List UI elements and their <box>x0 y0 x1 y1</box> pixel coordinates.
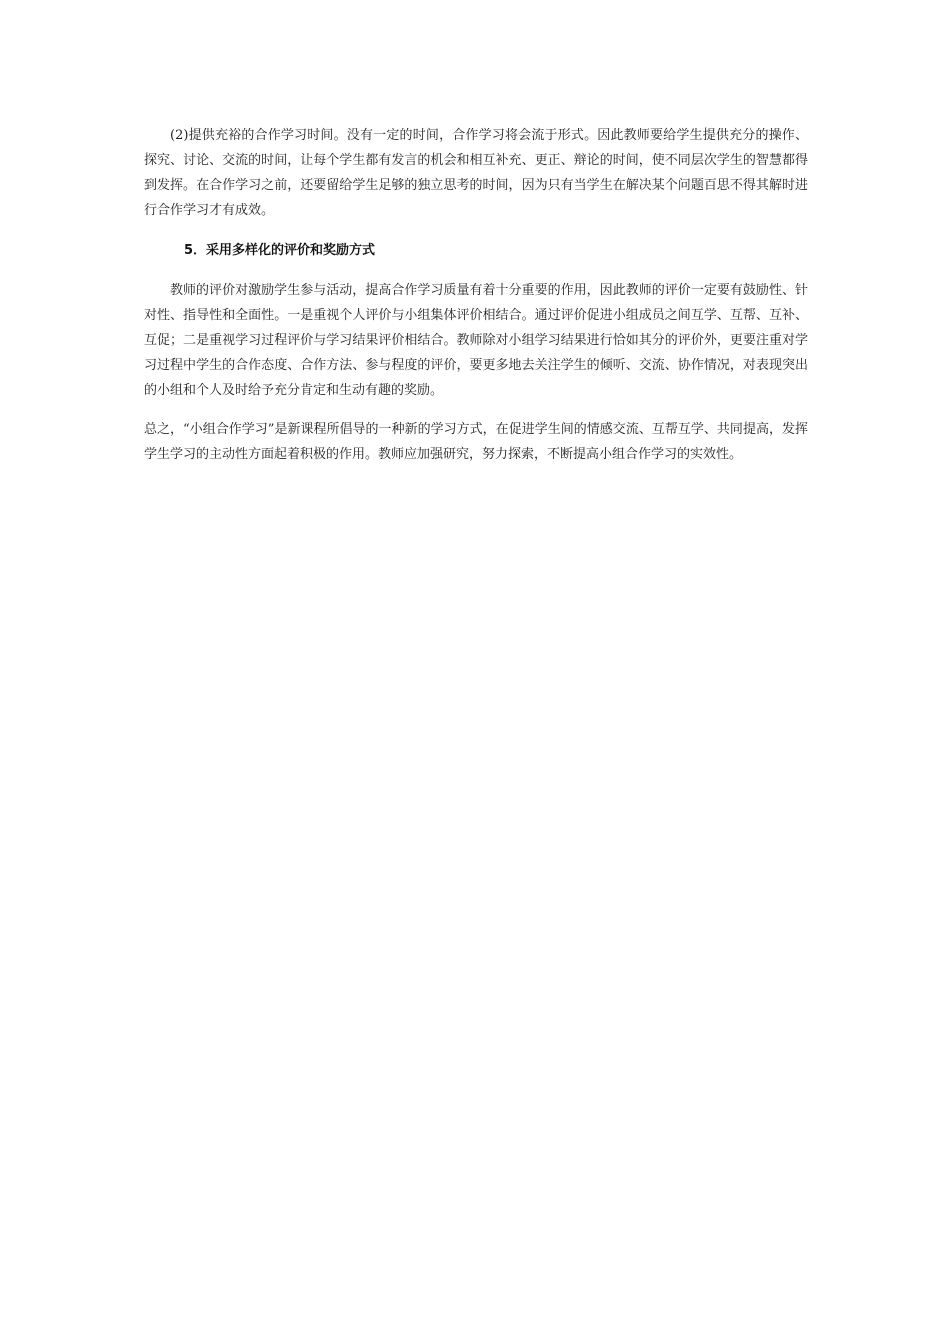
paragraph-evaluation: 教师的评价对激励学生参与活动，提高合作学习质量有着十分重要的作用，因此教师的评价一定要有鼓励性、针对性、指导性和全面性。一是重视个人评价与小组集体评价相结合。通过评价促进小组成员之间互学、互帮、互补、互促；二是重视学习过程评价与学习结果评价相结合。教师除对小组学习结果进行恰如其分的评价外，更要注重对学习过程中学生的合作态度、合作方法、参与程度的评价，要更多地去关注学生的倾听、交流、协作情况，对表现突出的小组和个人及时给予充分肯定和生动有趣的奖励。 <box>144 283 808 398</box>
section-heading-evaluation: 5．采用多样化的评价和奖励方式 <box>184 243 376 258</box>
paragraph-cooperative-time: (2)提供充裕的合作学习时间。没有一定的时间，合作学习将会流于形式。因此教师要给学生提供充分的操作、探究、讨论、交流的时间，让每个学生都有发言的机会和相互补充、更正、辩论的时间，使不同层次学生的智慧都得到发挥。在合作学习之前，还要留给学生足够的独立思考的时间，因为只有当学生在解决某个问题百思不得其解时进行合作学习才有成效。 <box>144 128 808 218</box>
spacer <box>144 403 808 417</box>
document-body <box>144 123 808 467</box>
paragraph-conclusion: 总之，“小组合作学习”是新课程所倡导的一种新的学习方式，在促进学生间的情感交流、互帮互学、共同提高，发挥学生学习的主动性方面起着积极的作用。教师应加强研究，努力探索，不断提高小组合作学习的实效性。 <box>144 422 808 462</box>
spacer <box>144 223 808 238</box>
spacer <box>144 263 808 278</box>
